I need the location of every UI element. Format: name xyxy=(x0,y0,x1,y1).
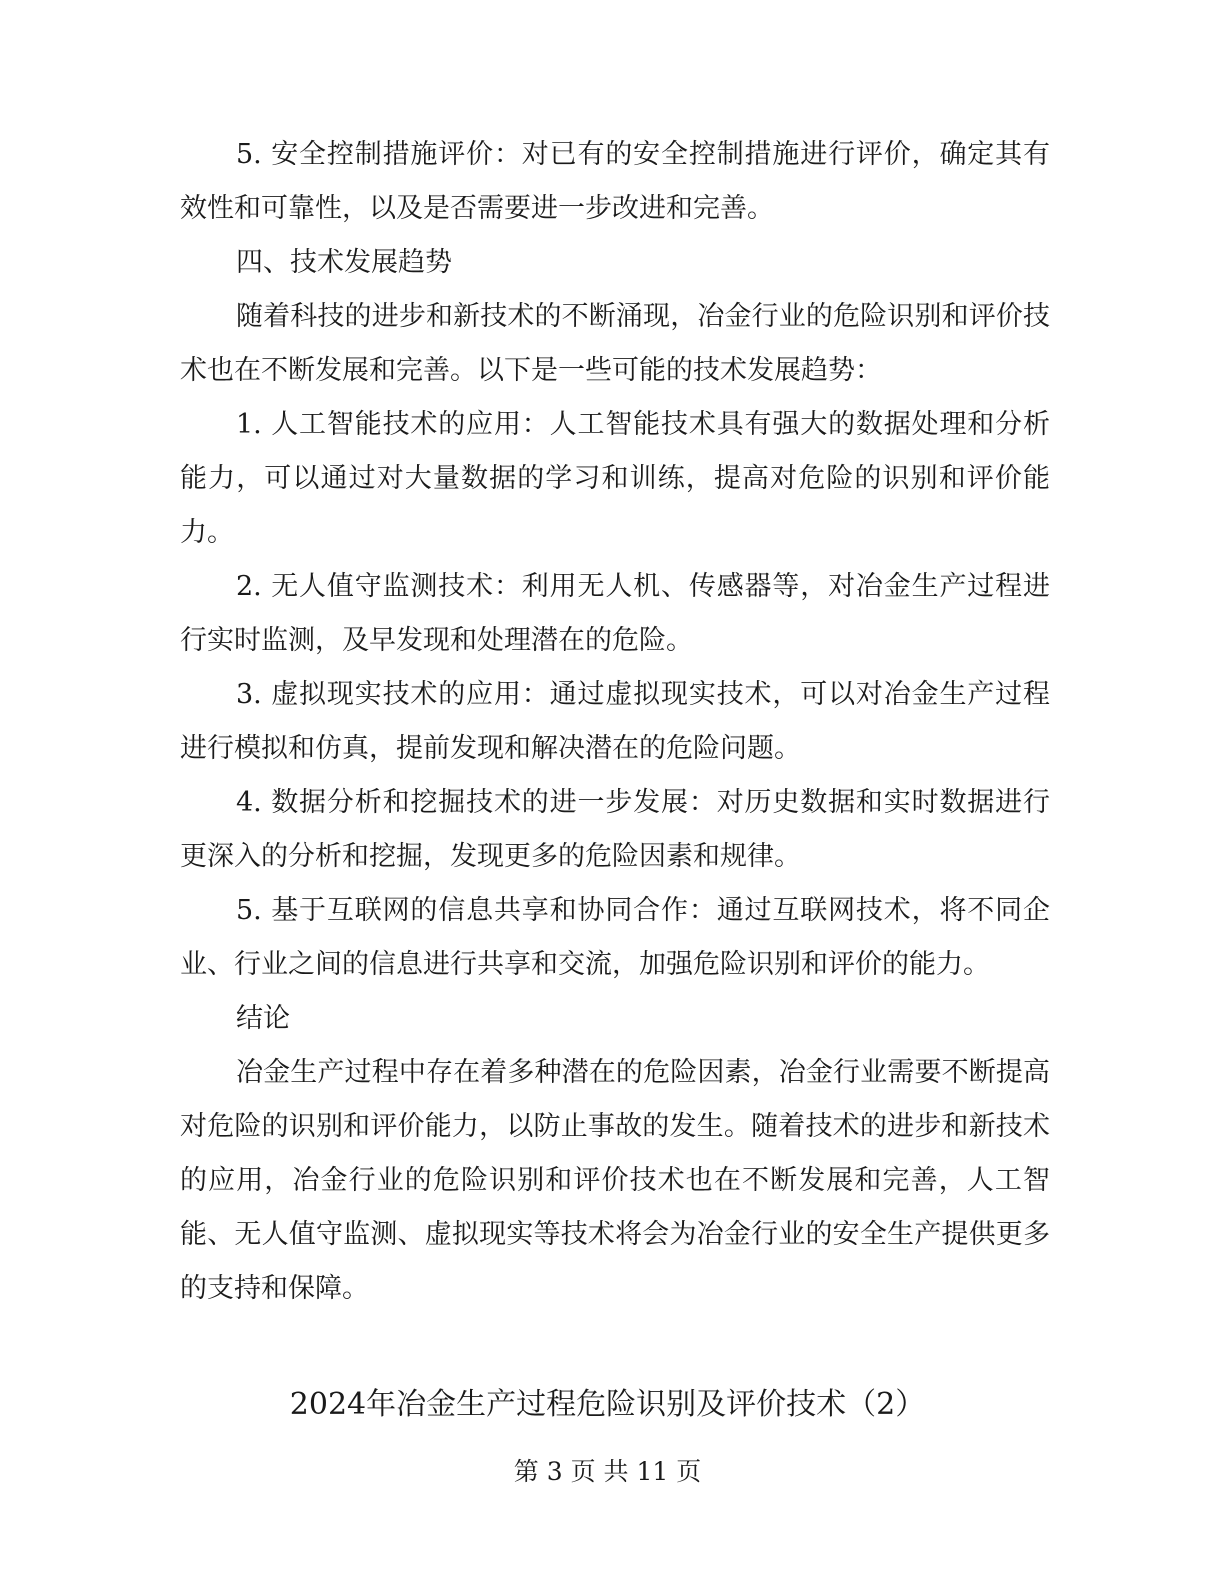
paragraph-trend-data-mining: 4. 数据分析和挖掘技术的进一步发展：对历史数据和实时数据进行更深入的分析和挖掘，发现更多的危险因素和规律。 xyxy=(180,787,1050,872)
paragraph-conclusion: 冶金生产过程中存在着多种潜在的危险因素，冶金行业需要不断提高对危险的识别和评价能力，以防止事故的发生。随着技术的进步和新技术的应用，冶金行业的危险识别和评价技术也在不断发展和完善，人工智能、无人值守监测、虚拟现实等技术将会为冶金行业的安全生产提供更多的支持和保障。 xyxy=(180,1057,1050,1304)
paragraph-safety-control-evaluation: 5. 安全控制措施评价：对已有的安全控制措施进行评价，确定其有效性和可靠性，以及是否需要进一步改进和完善。 xyxy=(180,139,1050,224)
paragraph-trend-virtual-reality: 3. 虚拟现实技术的应用：通过虚拟现实技术，可以对冶金生产过程进行模拟和仿真，提前发现和解决潜在的危险问题。 xyxy=(180,679,1050,764)
paragraph-trends-intro: 随着科技的进步和新技术的不断涌现，冶金行业的危险识别和评价技术也在不断发展和完善。以下是一些可能的技术发展趋势： xyxy=(180,301,1050,386)
paragraph-trend-internet-sharing: 5. 基于互联网的信息共享和协同合作：通过互联网技术，将不同企业、行业之间的信息进行共享和交流，加强危险识别和评价的能力。 xyxy=(180,895,1050,980)
paragraph-trend-unattended-monitoring: 2. 无人值守监测技术：利用无人机、传感器等，对冶金生产过程进行实时监测，及早发现和处理潜在的危险。 xyxy=(180,571,1050,656)
section-heading-tech-trends: 四、技术发展趋势 xyxy=(236,247,452,278)
paragraph-trend-ai: 1. 人工智能技术的应用：人工智能技术具有强大的数据处理和分析能力，可以通过对大量数据的学习和训练，提高对危险的识别和评价能力。 xyxy=(180,409,1050,548)
next-section-title: 2024年冶金生产过程危险识别及评价技术（2） xyxy=(289,1387,926,1422)
section-heading-conclusion: 结论 xyxy=(236,1003,290,1034)
page-footer: 第 3 页 共 11 页 xyxy=(513,1457,702,1486)
document-body xyxy=(180,128,1050,1316)
